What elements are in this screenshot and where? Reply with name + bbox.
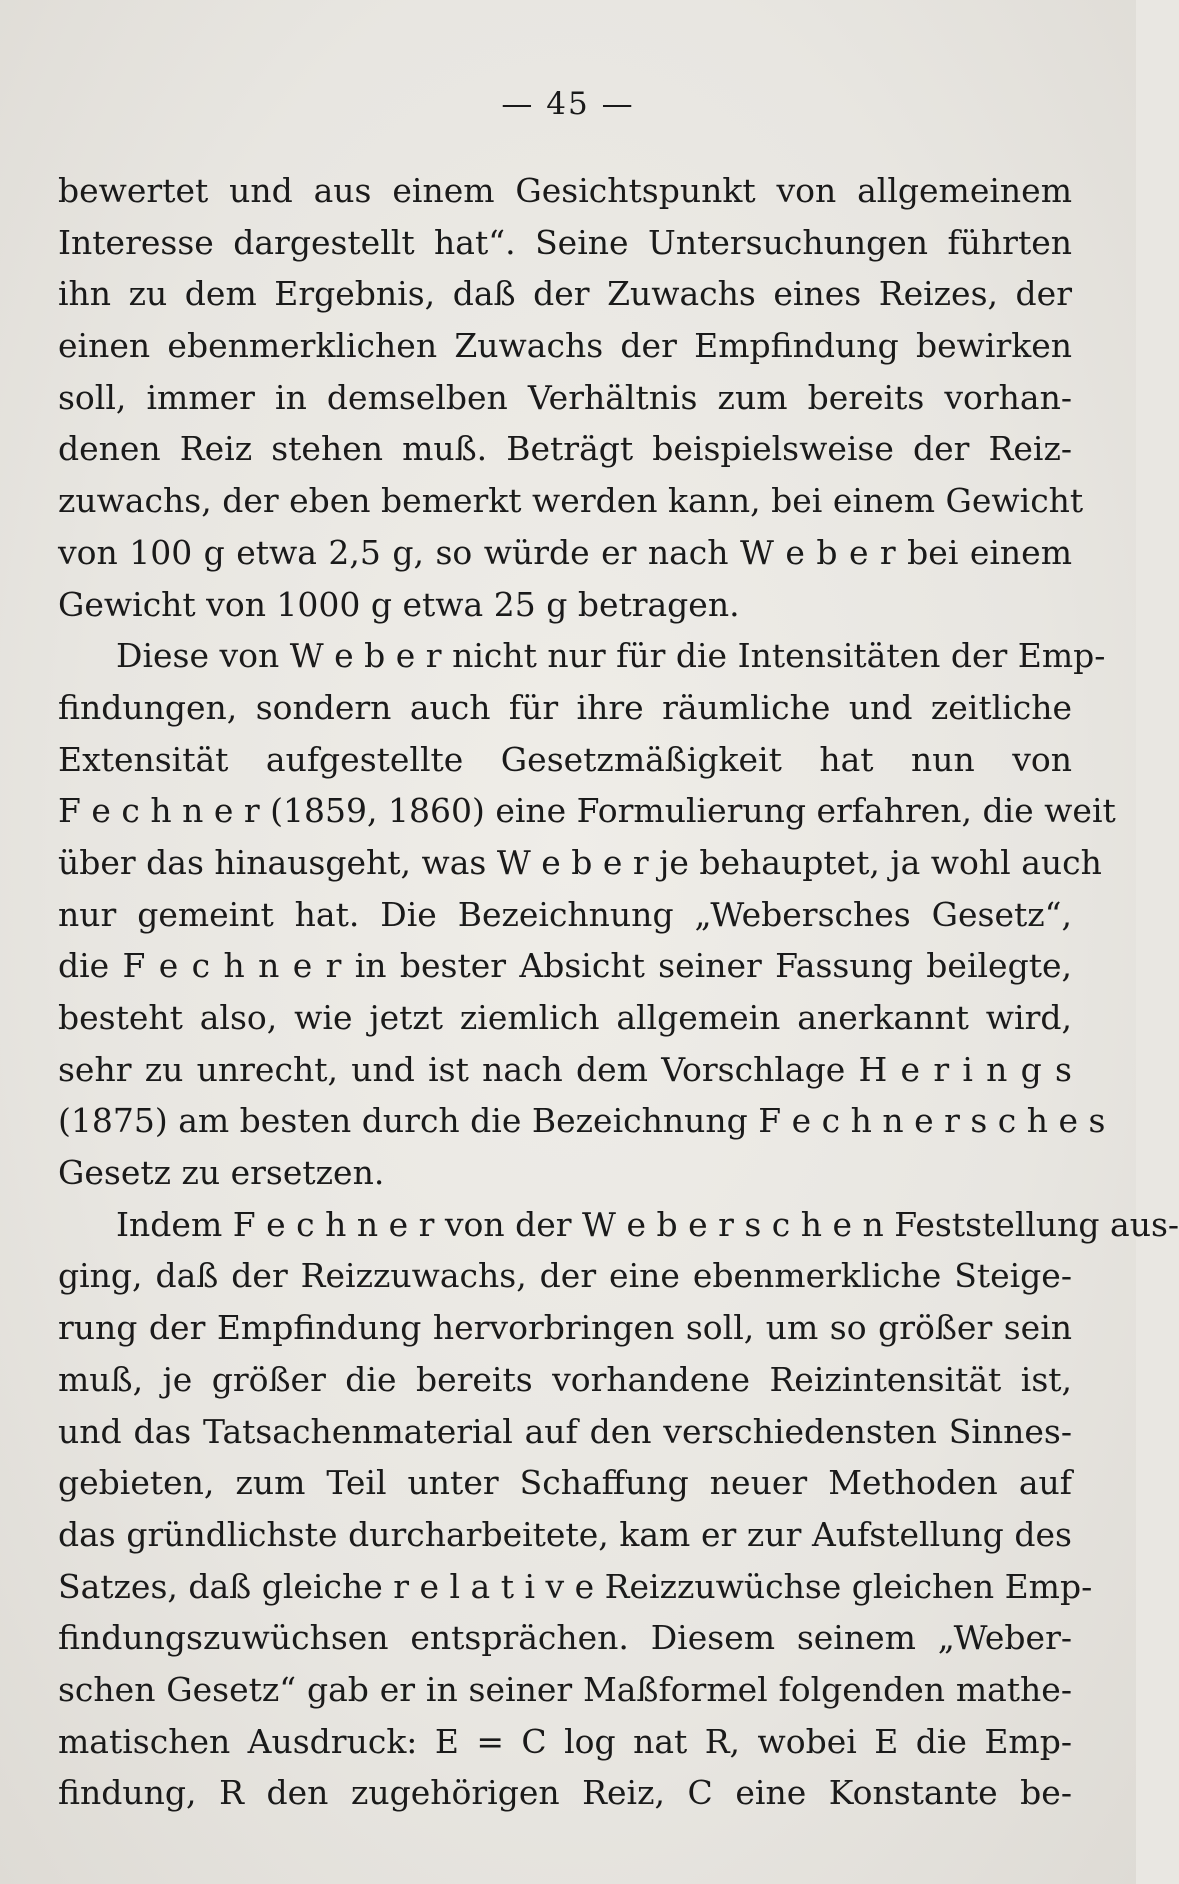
text-line: besteht also, wie jetzt ziemlich allgemein anerkannt wird,: [58, 998, 1072, 1037]
text-line: über das hinausgeht, was W e b e r je behauptet, ja wohl auch: [58, 842, 1102, 882]
text-line: und das Tatsachenmaterial auf den verschiedensten Sinnes-: [58, 1411, 1072, 1451]
text-line: nur gemeint hat. Die Bezeichnung „Webersches Gesetz“,: [58, 894, 1072, 934]
text-line: Gewicht von 1000 g etwa 25 g betragen.: [58, 584, 740, 624]
text-line: die F e c h n e r in bester Absicht seiner Fassung beilegte,: [58, 946, 1072, 986]
text-line: muß, je größer die bereits vorhandene Reizintensität ist,: [58, 1359, 1072, 1399]
text-line: Interesse dargestellt hat“. Seine Untersuchungen führten: [58, 222, 1072, 262]
text-line: Indem F e c h n e r von der W e b e r s c h e n Feststellung aus-: [116, 1204, 1179, 1244]
text-line: sehr zu unrecht, und ist nach dem Vorschlage H e r i n g s: [58, 1049, 1072, 1089]
text-line: matischen Ausdruck: E = C log nat R, wobei E die Emp-: [58, 1721, 1072, 1761]
text-line: (1875) am besten durch die Bezeichnung F e c h n e r s c h e s: [58, 1101, 1106, 1141]
text-line: einen ebenmerklichen Zuwachs der Empfindung bewirken: [58, 326, 1072, 366]
page-number: — 45 —: [501, 86, 635, 122]
text-line: ihn zu dem Ergebnis, daß der Zuwachs eines Reizes, der: [58, 274, 1072, 314]
text-line: Gesetz zu ersetzen.: [58, 1153, 385, 1193]
text-line: soll, immer in demselben Verhältnis zum bereits vorhan-: [58, 377, 1072, 417]
text-line: rung der Empfindung hervorbringen soll, um so größer sein: [58, 1308, 1072, 1348]
text-line: von 100 g etwa 2,5 g, so würde er nach W e b e r bei einem: [58, 532, 1072, 572]
text-line: das gründlichste durcharbeitete, kam er zur Aufstellung des: [58, 1514, 1072, 1554]
text-line: ging, daß der Reizzuwachs, der eine ebenmerkliche Steige-: [58, 1256, 1072, 1296]
text-line: findung, R den zugehörigen Reiz, C eine Konstante be-: [58, 1773, 1072, 1813]
text-line: findungszuwüchsen entsprächen. Diesem seinem „Weber-: [58, 1618, 1072, 1658]
text-line: denen Reiz stehen muß. Beträgt beispielsweise der Reiz-: [58, 429, 1072, 469]
text-line: Diese von W e b e r nicht nur für die Intensitäten der Emp-: [116, 636, 1106, 676]
text-line: Satzes, daß gleiche r e l a t i v e Reizzuwüchse gleichen Emp-: [58, 1566, 1093, 1606]
text-line: F e c h n e r (1859, 1860) eine Formulierung erfahren, die weit: [58, 791, 1116, 831]
text-line: bewertet und aus einem Gesichtspunkt von allgemeinem: [58, 171, 1072, 210]
text-line: findungen, sondern auch für ihre räumliche und zeitliche: [58, 687, 1072, 727]
text-line: zuwachs, der eben bemerkt werden kann, bei einem Gewicht: [58, 481, 1084, 521]
text-line: gebieten, zum Teil unter Schaffung neuer Methoden auf: [58, 1463, 1072, 1503]
text-line: Extensität aufgestellte Gesetzmäßigkeit hat nun von: [58, 739, 1072, 779]
text-line: schen Gesetz“ gab er in seiner Maßformel folgenden mathe-: [58, 1669, 1072, 1709]
text-body: [58, 165, 1179, 1819]
